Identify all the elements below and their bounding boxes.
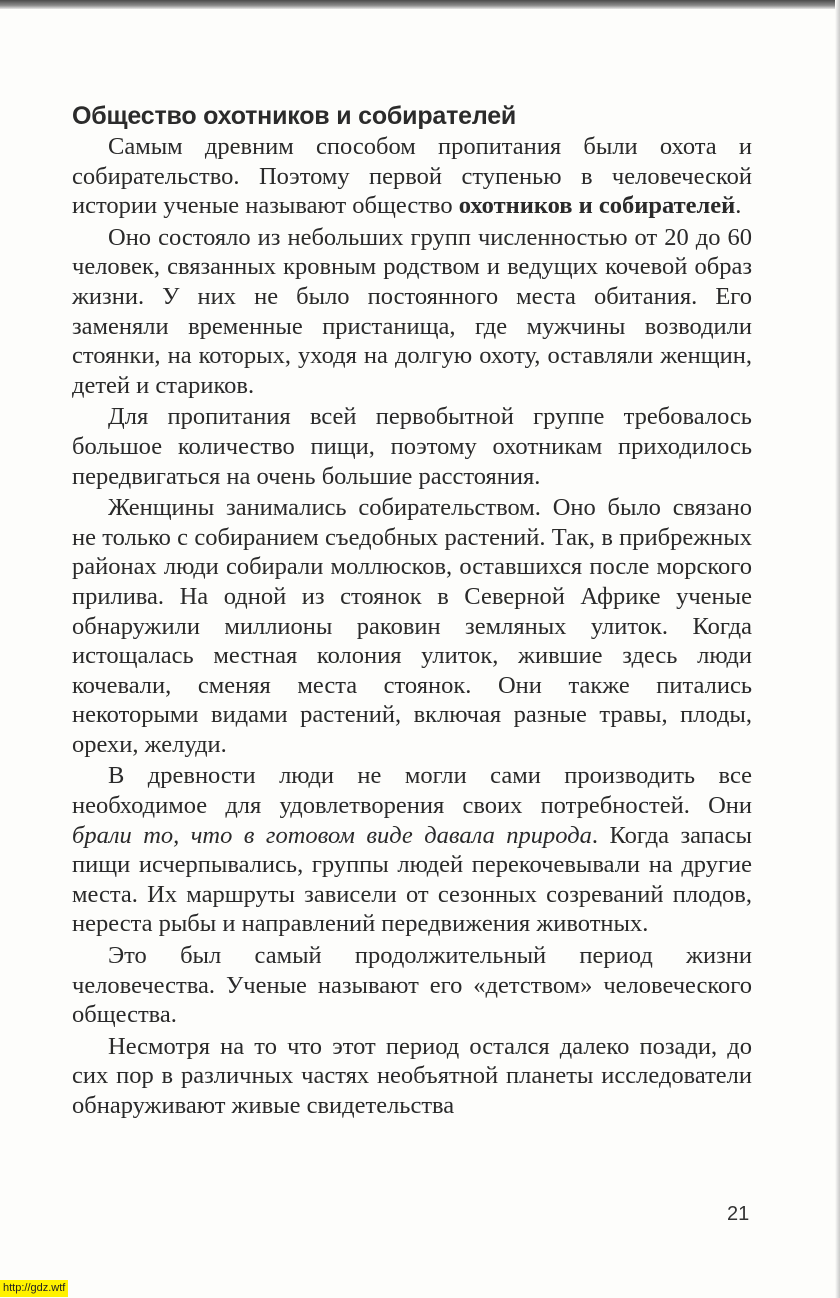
paragraph-2-text: Оно состояло из небольших групп численностью от 20 до 60 человек, связанных кровным родством и ведущих кочевой образ жизни. У них не было постоянного места обитания. Его заменяли временные пристанища, где мужчины возводили стоянки, на которых, уходя на долгую охоту, оставляли женщин, детей и стариков.	[72, 223, 752, 399]
section-heading: Общество охотников и собирателей	[72, 102, 517, 130]
paragraph-3	[72, 402, 752, 491]
paragraph-7-text: Несмотря на то что этот период остался далеко позади, до сих пор в различных частях необъятной планеты исследователи обнаруживают живые свидетельства	[72, 1032, 752, 1119]
paragraph-3-text: Для пропитания всей первобытной группе требовалось большое количество пищи, поэтому охотникам приходилось передвигаться на очень большие расстояния.	[72, 403, 752, 490]
paragraph-5-text-b: . Когда запасы пищи исчерпывались, группы людей перекочевывали на другие места. Их маршруты зависели от сезонных созреваний плодов, нереста рыбы и направлений передвижения животных.	[72, 821, 752, 938]
paragraph-4	[72, 493, 752, 759]
paragraph-1-text-a: Самым древним способом пропитания были охота и собирательство. Поэтому первой ступенью в человеческой истории ученые называют общество	[72, 133, 752, 220]
paragraph-6-text: Это был самый продолжительный период жизни человечества. Ученые называют его «детством» человеческого общества.	[72, 942, 752, 1029]
paragraph-5-text-a: В древности люди не могли сами производить все необходимое для удовлетворения своих потребностей. Они	[72, 762, 752, 820]
paragraph-4-text: Женщины занимались собирательством. Оно было связано не только с собиранием съедобных растений. Так, в прибрежных районах люди собирали моллюсков, оставшихся после морского прилива. На одной из стоянок в Северной Африке ученые обнаружили миллионы раковин земляных улиток. Когда истощалась местная колония улиток, жившие здесь люди кочевали, сменяя места стоянок. Они также питались некоторыми видами растений, включая разные травы, плоды, орехи, желуди.	[72, 494, 752, 758]
scan-top-edge	[0, 0, 840, 9]
paragraph-7	[72, 1032, 752, 1121]
paragraph-1	[72, 132, 752, 221]
italic-phrase: брали то, что в готовом виде давала природа	[72, 821, 592, 849]
page-number: 21	[727, 1203, 750, 1225]
page-body	[72, 100, 752, 1123]
paragraph-1-text-b: .	[735, 192, 742, 220]
paragraph-2	[72, 223, 752, 401]
scan-right-edge	[835, 0, 840, 1298]
paragraph-5	[72, 761, 752, 939]
term-hunters-gatherers: охотников и собирателей	[458, 192, 736, 220]
text-block	[72, 132, 752, 1121]
paragraph-6	[72, 941, 752, 1030]
source-url-stamp: http://gdz.wtf	[0, 1280, 68, 1297]
